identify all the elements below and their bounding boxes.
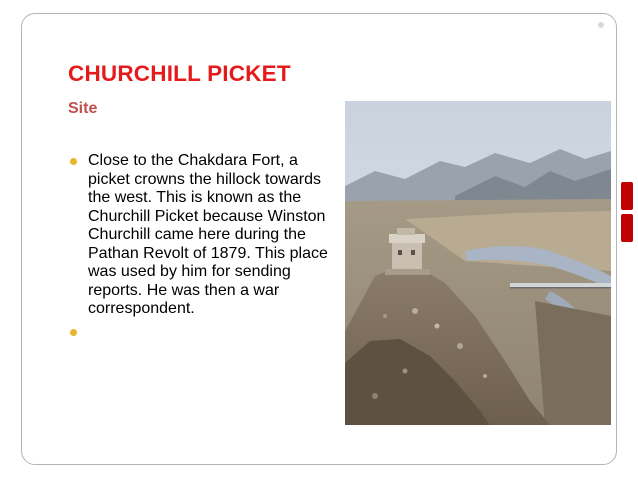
bullet-dot-icon [70, 329, 77, 336]
bullet-dot-icon [70, 158, 77, 165]
slide-title: CHURCHILL PICKET [68, 61, 291, 86]
landscape-photo-icon [345, 101, 611, 425]
accent-tab-bottom [621, 214, 633, 242]
accent-tab-top [621, 182, 633, 210]
bullet-item [68, 152, 330, 319]
bullet-list [68, 152, 330, 343]
slide-subtitle: Site [68, 100, 98, 117]
bullet-text: Close to the Chakdara Fort, a picket crowns the hillock towards the west. This is known as the Churchill Picket because Winston Churchill came here during the Pathan Revolt of 1879. This place was used by him for sending reports. He was then a war correspondent. [88, 152, 328, 317]
bullet-item-empty [68, 323, 330, 343]
corner-dot [598, 22, 604, 28]
landscape-photo [345, 101, 611, 425]
